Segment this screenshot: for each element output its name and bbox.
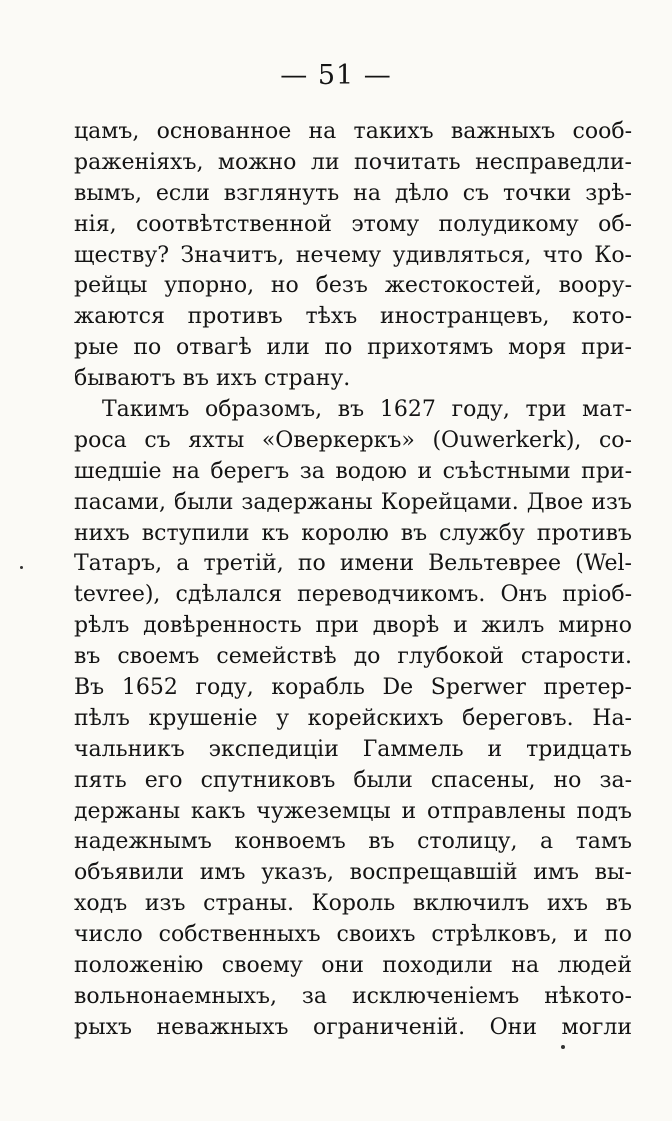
- paragraph-1: [74, 117, 632, 395]
- text-line: цамъ, основанное на такихъ важныхъ сооб-: [74, 119, 632, 144]
- text-line: въ своемъ семействѣ до глубокой старости.: [74, 644, 632, 670]
- text-line: надежнымъ конвоемъ въ столицу, а тамъ: [74, 829, 632, 855]
- text-line: рейцы упорно, но безъ жестокостей, воору-: [74, 273, 632, 299]
- text-line: нихъ вступили къ королю въ службу противъ: [74, 520, 632, 546]
- text-line: шедшіе на берегъ за водою и съѣстными при-: [74, 458, 632, 484]
- text-line: Татаръ, а третій, по имени Вельтеврее (Wel-: [74, 551, 632, 577]
- text-line: ходъ изъ страны. Король включилъ ихъ въ: [74, 891, 632, 917]
- text-body: [74, 117, 632, 1044]
- ink-speck: [20, 566, 23, 569]
- text-line: ществу? Значитъ, нечему удивляться, что Ко-: [74, 242, 632, 268]
- text-line: рые по отвагѣ или по прихотямъ моря при-: [74, 335, 632, 361]
- text-line: положенію своему они походили на людей: [74, 953, 632, 979]
- text-line: рыхъ неважныхъ ограниченій. Они могли: [74, 1014, 632, 1040]
- text-line: раженіяхъ, можно ли почитать несправедли-: [74, 149, 632, 175]
- text-line: роса съ яхты «Оверкеркъ» (Ouwerkerk), со-: [74, 427, 632, 453]
- paragraph-2: [74, 395, 632, 1044]
- text-line: нія, соотвѣтственной этому полудикому об-: [74, 211, 632, 237]
- text-line: жаются противъ тѣхъ иностранцевъ, кото-: [74, 304, 632, 330]
- text-line: чальникъ экспедиціи Гаммель и тридцать: [74, 736, 632, 762]
- text-line: пять его спутниковъ были спасены, но за-: [74, 767, 632, 793]
- text-line: число собственныхъ своихъ стрѣлковъ, и по: [74, 922, 632, 948]
- text-line: пасами, были задержаны Корейцами. Двое изъ: [74, 489, 632, 515]
- text-line: бываютъ въ ихъ страну.: [74, 366, 351, 392]
- text-line: объявили имъ указъ, воспрещавшій имъ вы-: [74, 860, 632, 886]
- text-line: рѣлъ довѣренность при дворѣ и жилъ мирно: [74, 613, 632, 639]
- ink-speck: [561, 1045, 565, 1049]
- text-line: вольнонаемныхъ, за исключеніемъ нѣкото-: [74, 983, 632, 1009]
- text-line: вымъ, если взглянуть на дѣло съ точки зрѣ-: [74, 180, 632, 206]
- text-line: Въ 1652 году, корабль De Sperwer претер-: [74, 675, 632, 701]
- text-line: tevree), сдѣлался переводчикомъ. Онъ пріоб-: [74, 582, 632, 608]
- text-line: держаны какъ чужеземцы и отправлены подъ: [74, 798, 632, 824]
- text-line: пѣлъ крушеніе у корейскихъ береговъ. На-: [74, 705, 632, 731]
- text-line: Такимъ образомъ, въ 1627 году, три мат-: [102, 397, 632, 423]
- page-number: — 51 —: [280, 60, 392, 91]
